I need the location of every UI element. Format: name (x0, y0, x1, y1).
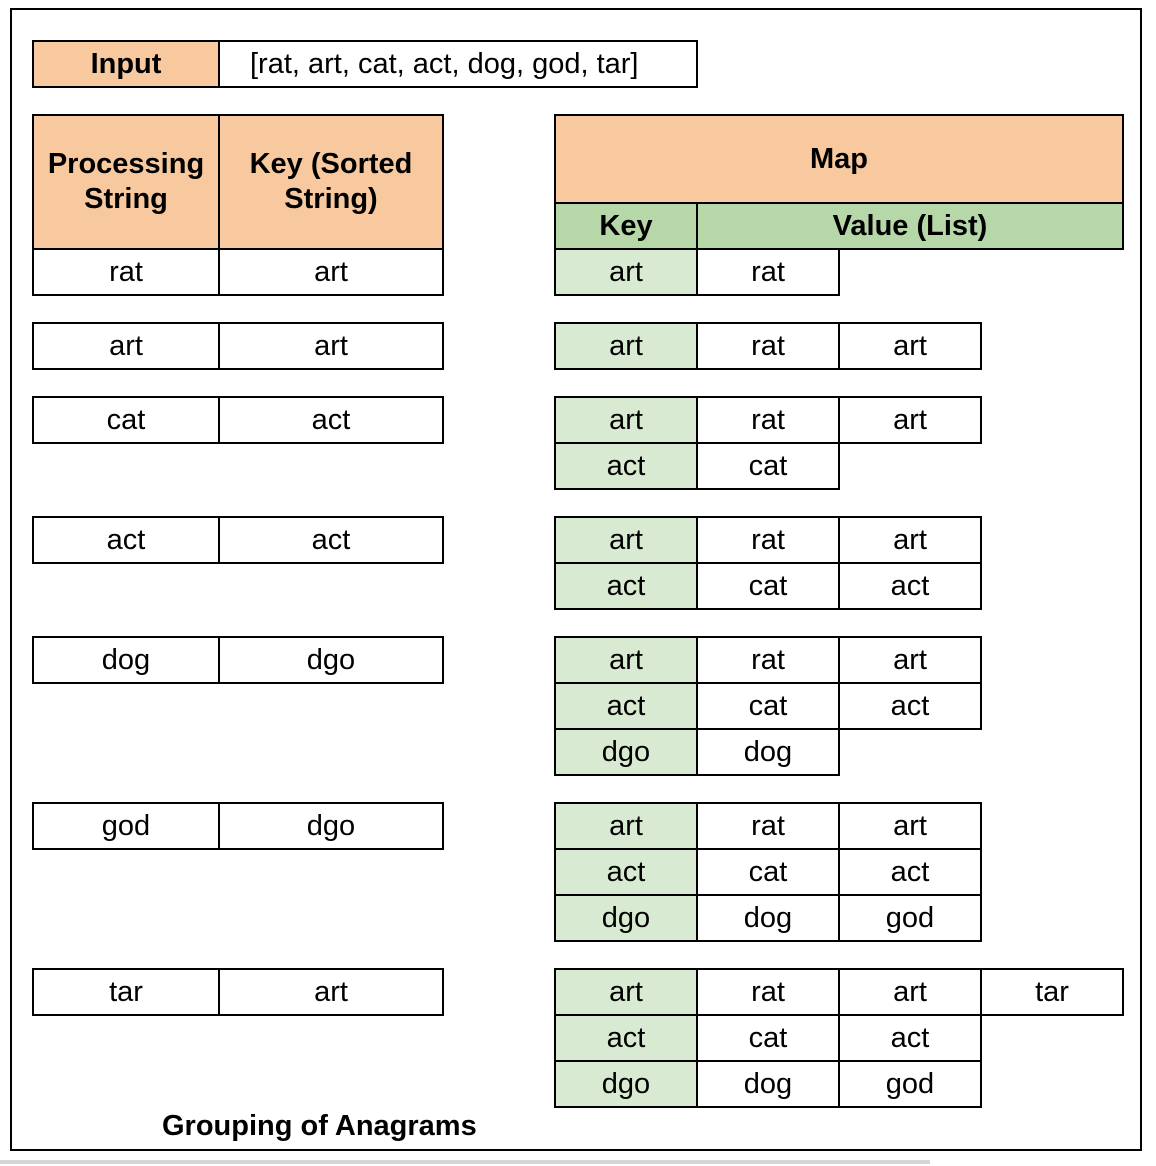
map-key-cell: act (554, 1014, 698, 1062)
processing-string-cell: cat (32, 396, 220, 444)
map-key-cell: art (554, 248, 698, 296)
processing-string-cell: tar (32, 968, 220, 1016)
map-value-cell: rat (696, 322, 840, 370)
map-value-cell: cat (696, 562, 840, 610)
map-value-cell: rat (696, 802, 840, 850)
map-value-cell: rat (696, 396, 840, 444)
diagram-caption: Grouping of Anagrams (162, 1110, 477, 1142)
map-value-cell: cat (696, 442, 840, 490)
map-value-cell: rat (696, 968, 840, 1016)
processing-string-cell: act (32, 516, 220, 564)
map-value-cell: rat (696, 516, 840, 564)
sorted-key-cell: dgo (218, 802, 444, 850)
map-value-cell: dog (696, 894, 840, 942)
processing-string-cell: rat (32, 248, 220, 296)
map-key-cell: art (554, 516, 698, 564)
input-label: Input (32, 40, 220, 88)
map-value-cell: art (838, 322, 982, 370)
map-key-cell: dgo (554, 894, 698, 942)
sorted-key-cell: art (218, 248, 444, 296)
map-value-cell: god (838, 1060, 982, 1108)
map-value-header: Value (List) (696, 202, 1124, 250)
map-value-cell: god (838, 894, 982, 942)
map-key-cell: act (554, 562, 698, 610)
map-value-cell: dog (696, 728, 840, 776)
map-value-cell: cat (696, 848, 840, 896)
map-key-cell: dgo (554, 1060, 698, 1108)
processing-string-cell: art (32, 322, 220, 370)
map-key-header: Key (554, 202, 698, 250)
processing-string-cell: god (32, 802, 220, 850)
map-key-cell: act (554, 442, 698, 490)
map-value-cell: rat (696, 248, 840, 296)
sorted-key-cell: act (218, 516, 444, 564)
sorted-key-cell: act (218, 396, 444, 444)
map-key-cell: act (554, 848, 698, 896)
map-value-cell: act (838, 682, 982, 730)
processing-string-header: Processing String (32, 114, 220, 250)
map-key-cell: art (554, 968, 698, 1016)
map-key-cell: dgo (554, 728, 698, 776)
map-key-cell: art (554, 802, 698, 850)
map-value-cell: cat (696, 682, 840, 730)
map-value-cell: act (838, 1014, 982, 1062)
input-value: [rat, art, cat, act, dog, god, tar] (218, 40, 698, 88)
map-value-cell: art (838, 802, 982, 850)
map-title-header: Map (554, 114, 1124, 204)
sorted-key-header: Key (Sorted String) (218, 114, 444, 250)
map-value-cell: act (838, 562, 982, 610)
map-key-cell: art (554, 636, 698, 684)
processing-string-cell: dog (32, 636, 220, 684)
sorted-key-cell: dgo (218, 636, 444, 684)
map-key-cell: act (554, 682, 698, 730)
map-value-cell: tar (980, 968, 1124, 1016)
map-value-cell: act (838, 848, 982, 896)
map-value-cell: art (838, 968, 982, 1016)
map-value-cell: rat (696, 636, 840, 684)
map-value-cell: cat (696, 1014, 840, 1062)
sorted-key-cell: art (218, 322, 444, 370)
map-value-cell: art (838, 636, 982, 684)
map-key-cell: art (554, 396, 698, 444)
map-key-cell: art (554, 322, 698, 370)
bottom-shadow (0, 1160, 930, 1164)
map-value-cell: dog (696, 1060, 840, 1108)
sorted-key-cell: art (218, 968, 444, 1016)
map-value-cell: art (838, 396, 982, 444)
map-value-cell: art (838, 516, 982, 564)
